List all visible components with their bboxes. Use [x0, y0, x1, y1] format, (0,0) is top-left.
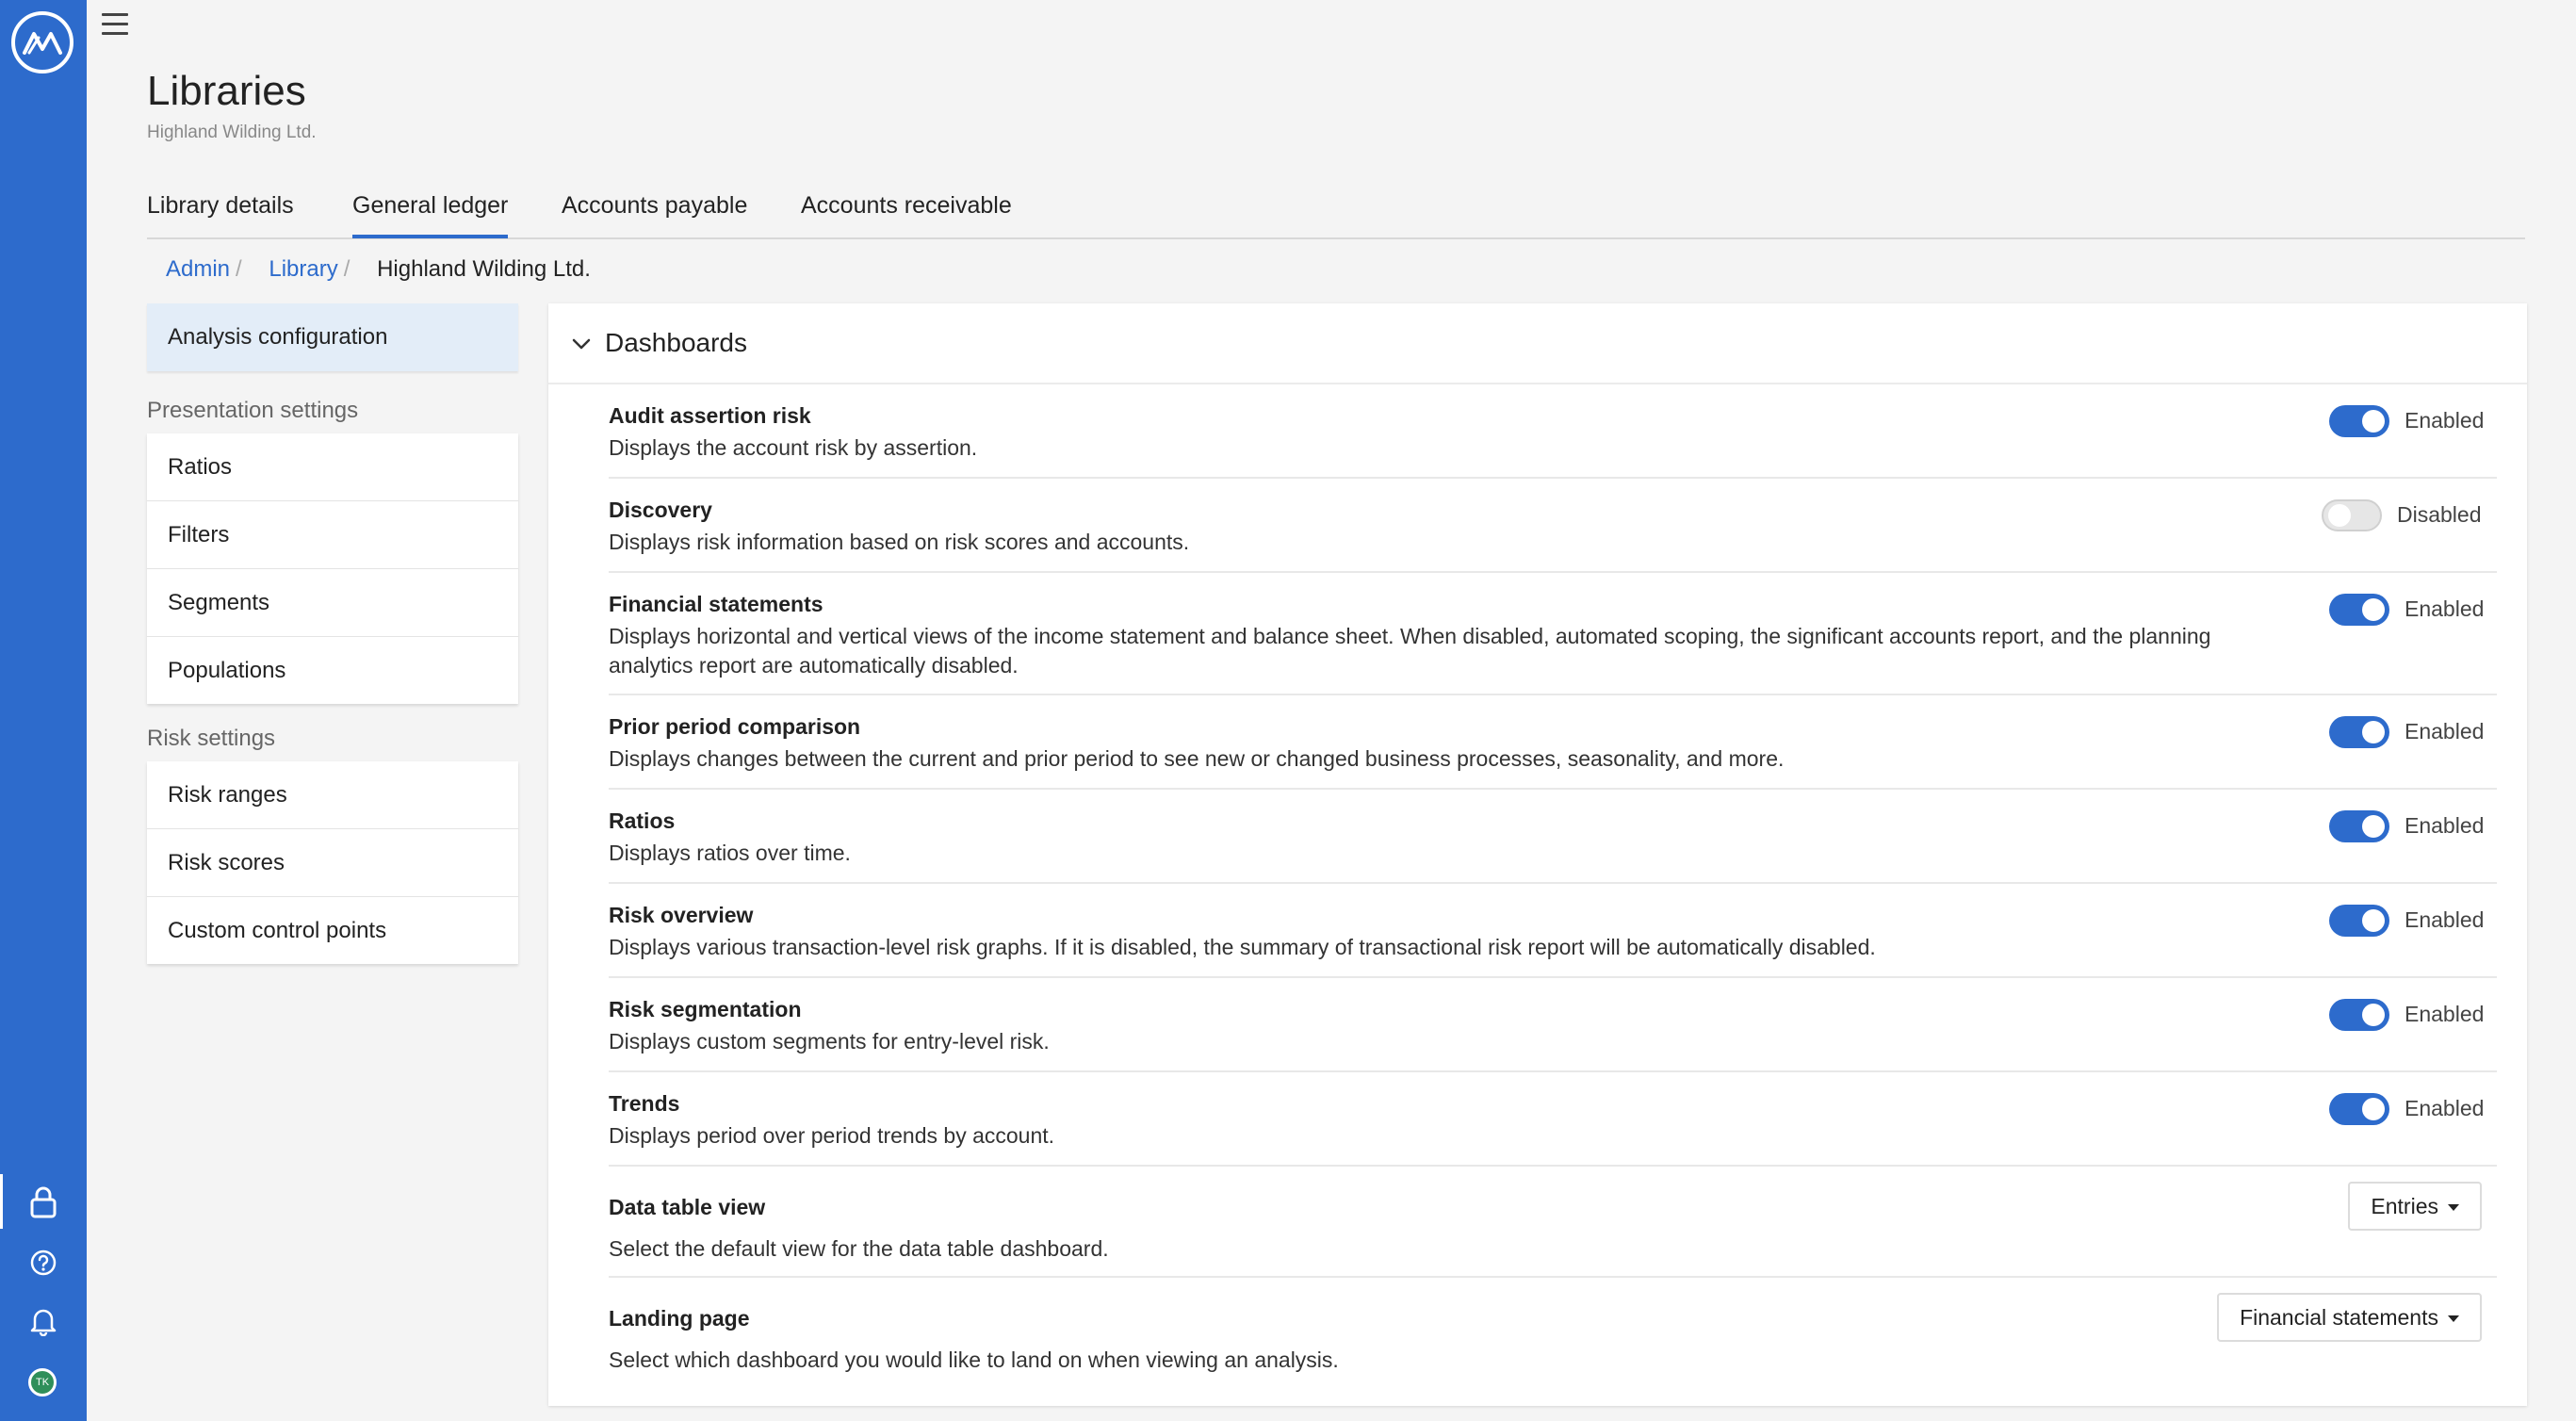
breadcrumb-admin[interactable]: Admin [166, 256, 231, 282]
setting-row-data-table-view [609, 1167, 2497, 1278]
setting-description: Displays the account risk by assertion. [609, 435, 978, 460]
setting-description: Displays ratios over time. [609, 841, 851, 865]
toggle-switch[interactable] [2329, 810, 2389, 842]
left-rail [0, 0, 87, 1421]
data-table-view-select[interactable] [2348, 1182, 2482, 1231]
tab-accounts-receivable[interactable]: Accounts receivable [801, 192, 1012, 219]
setting-description: Displays risk information based on risk scores and accounts. [609, 530, 1190, 554]
toggle-state-label: Enabled [2405, 1002, 2485, 1026]
setting-description: Displays custom segments for entry-level risk. [609, 1029, 1050, 1054]
help-icon[interactable] [23, 1242, 64, 1283]
toggle-state-label: Enabled [2405, 408, 2485, 433]
setting-row-financial-statements [609, 573, 2497, 695]
sidebar-item-custom-control-points[interactable]: Custom control points [168, 918, 387, 943]
page-title: Libraries [147, 68, 306, 114]
toggle-switch[interactable] [2329, 405, 2389, 437]
toggle-switch[interactable] [2329, 594, 2389, 626]
selected-value: Entries [2371, 1194, 2438, 1218]
user-avatar[interactable]: TK [28, 1368, 57, 1396]
setting-title: Ratios [609, 808, 676, 833]
app-logo[interactable] [11, 11, 73, 74]
toggle-switch[interactable] [2329, 1093, 2389, 1125]
panel-title: Dashboards [605, 328, 747, 357]
setting-row-discovery [609, 479, 2497, 573]
risk-settings-list [147, 761, 518, 964]
setting-row-audit-assertion-risk [609, 384, 2497, 479]
toggle-state-label: Enabled [2405, 813, 2485, 838]
setting-title: Financial statements [609, 592, 823, 616]
sidebar-item-risk-scores[interactable]: Risk scores [147, 829, 518, 897]
rail-active-indicator [0, 1174, 3, 1229]
setting-description: Displays horizontal and vertical views of the income statement and balance sheet. When disabled, automated scoping, the significant accounts report, and the planning analytics report are automatically disabled. [609, 624, 2211, 678]
setting-title: Risk segmentation [609, 997, 802, 1021]
landing-page-select[interactable] [2217, 1293, 2482, 1342]
setting-description: Select which dashboard you would like to land on when viewing an analysis. [609, 1348, 1339, 1372]
setting-row-prior-period-comparison [609, 695, 2497, 790]
setting-title: Risk overview [609, 903, 754, 927]
setting-title: Trends [609, 1091, 680, 1116]
setting-title: Prior period comparison [609, 714, 861, 739]
setting-row-ratios [609, 790, 2497, 884]
toggle-switch[interactable] [2322, 499, 2382, 531]
tab-library-details[interactable]: Library details [147, 192, 294, 219]
toggle-switch[interactable] [2329, 999, 2389, 1031]
tab-general-ledger[interactable]: General ledger [352, 192, 508, 238]
tab-bar [147, 185, 2525, 239]
setting-row-trends [609, 1072, 2497, 1167]
risk-settings-label: Risk settings [147, 726, 276, 751]
setting-row-risk-overview [609, 884, 2497, 978]
menu-icon[interactable] [98, 9, 132, 40]
selected-value: Financial statements [2240, 1305, 2438, 1330]
dashboards-panel [548, 303, 2527, 1406]
setting-title: Audit assertion risk [609, 403, 811, 428]
setting-description: Displays changes between the current and prior period to see new or changed business processes, seasonality, and more. [609, 746, 1785, 771]
toggle-switch[interactable] [2329, 716, 2389, 748]
chevron-down-icon[interactable] [569, 332, 594, 356]
toggle-state-label: Enabled [2405, 719, 2485, 743]
logo-icon [22, 28, 63, 57]
setting-row-risk-segmentation [609, 978, 2497, 1072]
setting-title: Landing page [609, 1306, 750, 1331]
dashboards-header[interactable] [548, 303, 2527, 384]
setting-description: Displays period over period trends by account. [609, 1123, 1055, 1148]
setting-title: Discovery [609, 498, 712, 522]
setting-row-landing-page [609, 1278, 2497, 1387]
sidebar-item-populations[interactable]: Populations [168, 658, 286, 683]
toggle-switch[interactable] [2329, 905, 2389, 937]
bell-icon[interactable] [23, 1300, 64, 1342]
lock-icon[interactable] [23, 1182, 64, 1223]
breadcrumb-separator: / [343, 256, 351, 282]
presentation-settings-list [147, 433, 518, 704]
toggle-state-label: Disabled [2397, 502, 2482, 527]
sidebar-item-analysis-configuration[interactable]: Analysis configuration [147, 303, 518, 371]
sidebar-item-filters[interactable]: Filters [147, 501, 518, 569]
toggle-state-label: Enabled [2405, 1096, 2485, 1120]
breadcrumb-current: Highland Wilding Ltd. [377, 256, 591, 282]
caret-down-icon [2448, 1204, 2459, 1211]
breadcrumb-separator: / [236, 256, 242, 282]
toggle-state-label: Enabled [2405, 596, 2485, 621]
sidebar-item-segments[interactable]: Segments [147, 569, 518, 637]
sidebar-item-ratios[interactable]: Ratios [147, 433, 518, 501]
toggle-state-label: Enabled [2405, 907, 2485, 932]
setting-description: Select the default view for the data table dashboard. [609, 1236, 1109, 1261]
tab-accounts-payable[interactable]: Accounts payable [562, 192, 748, 219]
breadcrumb [166, 256, 591, 283]
presentation-settings-label: Presentation settings [147, 398, 359, 423]
sidebar-item-risk-ranges[interactable]: Risk ranges [147, 761, 518, 829]
setting-description: Displays various transaction-level risk graphs. If it is disabled, the summary of transactional risk report will be automatically disabled. [609, 935, 1876, 959]
breadcrumb-library[interactable]: Library [269, 256, 338, 282]
page-subtitle: Highland Wilding Ltd. [147, 122, 317, 142]
setting-title: Data table view [609, 1195, 766, 1219]
caret-down-icon [2448, 1315, 2459, 1322]
